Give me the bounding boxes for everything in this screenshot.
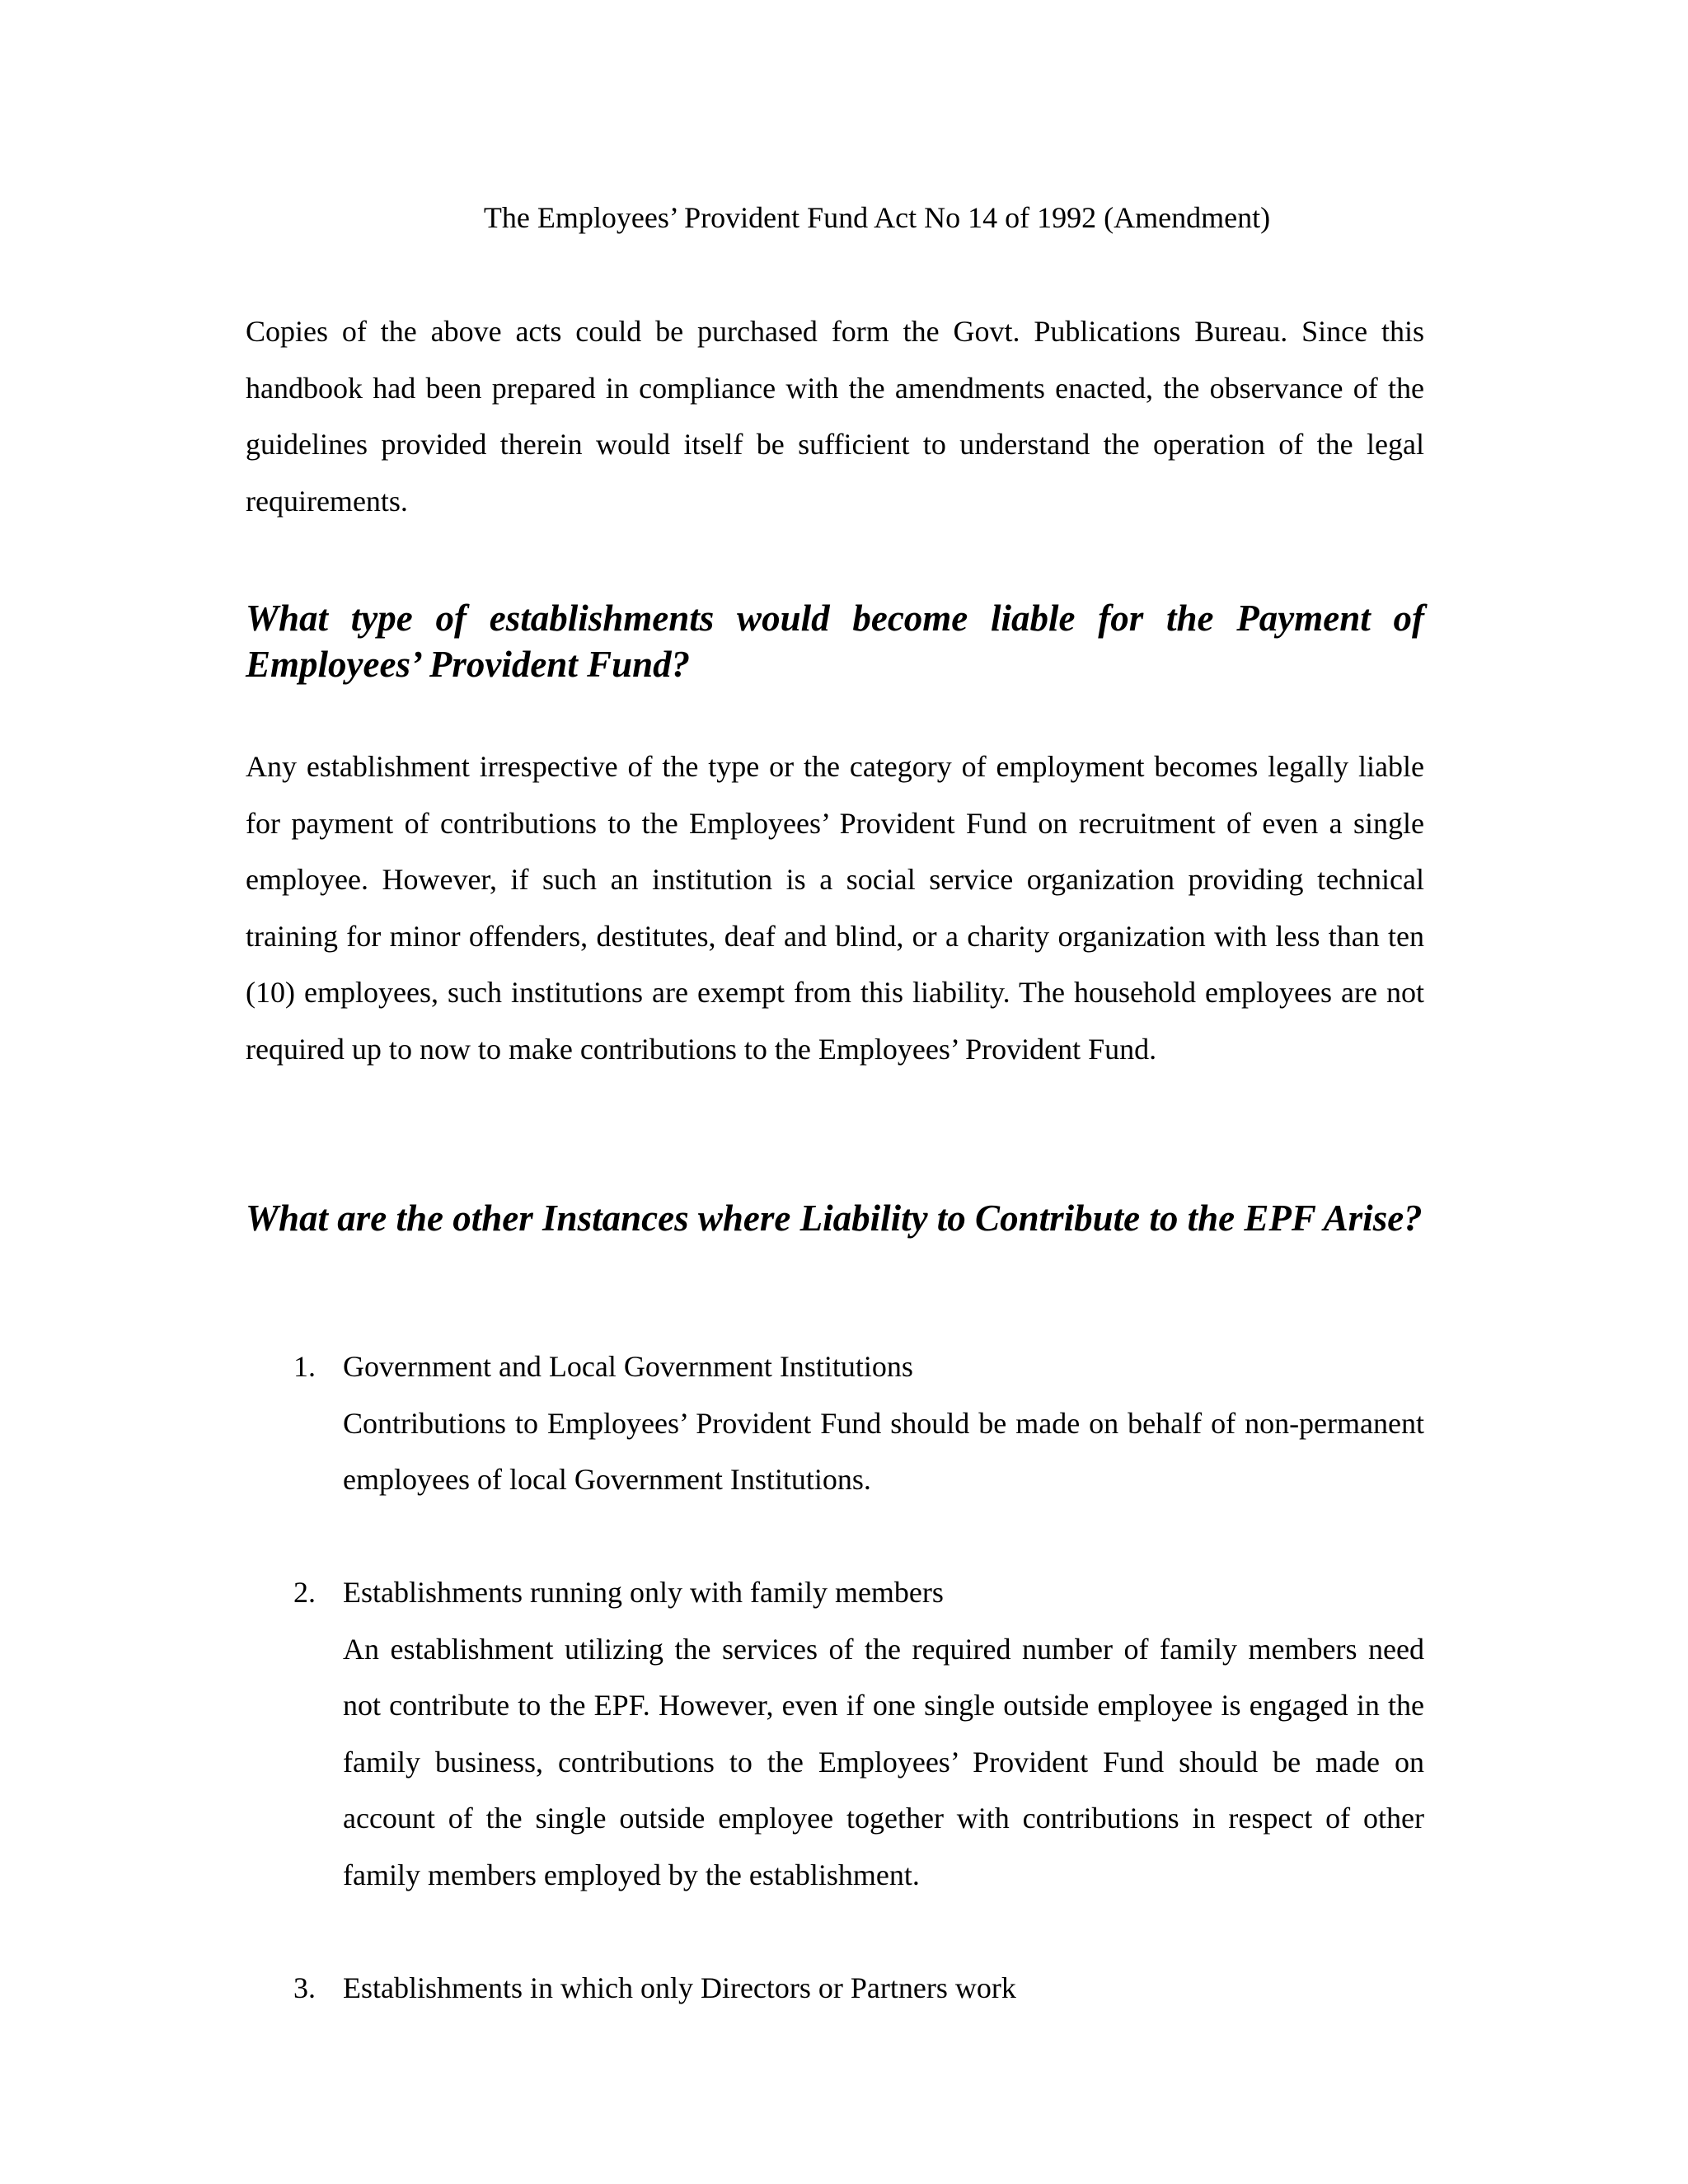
list-item-title: Government and Local Government Institutions xyxy=(343,1350,913,1383)
intro-block xyxy=(246,303,1424,529)
list-item-text: An establishment utilizing the services of the required number of family members need not contribute to the EPF. However, even if one single outside employee is engaged in the family business, contributions to the Employees’ Provident Fund should be made on account of the single outside employee together with contributions in respect of other family members employed by the establishment. xyxy=(343,1632,1424,1891)
list-item-title: Establishments in which only Directors or Partners work xyxy=(343,1971,1016,2004)
list-item-title: Establishments running only with family members xyxy=(343,1576,944,1609)
list-item-number: 2. xyxy=(293,1576,316,1609)
section1-body-block xyxy=(246,738,1424,1077)
act-title: The Employees’ Provident Fund Act No 14 of 1992 (Amendment) xyxy=(483,201,1271,234)
section2-heading: What are the other Instances where Liability to Contribute to the EPF Arise? xyxy=(246,1197,1423,1239)
list-item-number: 3. xyxy=(293,1971,316,2004)
section1-heading-block xyxy=(246,595,1424,687)
list-item-number: 1. xyxy=(293,1350,316,1383)
list-item-body xyxy=(343,1960,1424,2017)
section1-heading: What type of establishments would become liable for the Payment of Employees’ Provident Fund? xyxy=(246,598,1424,685)
list-item-body xyxy=(343,1338,1424,1508)
intro-paragraph: Copies of the above acts could be purchased form the Govt. Publications Bureau. Since this handbook had been prepared in compliance with the amendments enacted, the observance of the guidelines provided therein would itself be sufficient to understand the operation of the legal requirements. xyxy=(246,315,1424,518)
section2-heading-block xyxy=(246,1195,1424,1241)
section1-paragraph: Any establishment irrespective of the type or the category of employment becomes legally liable for payment of contributions to the Employees’ Provident Fund on recruitment of even a single employee. However, if such an institution is a social service organization providing technical training for minor offenders, destitutes, deaf and blind, or a charity organization with less than ten (10) employees, such institutions are exempt from this liability. The household employees are not required up to now to make contributions to the Employees’ Provident Fund. xyxy=(246,750,1424,1066)
list-item-text: Contributions to Employees’ Provident Fund should be made on behalf of non-permanent employees of local Government Institutions. xyxy=(343,1406,1424,1496)
list-item-body xyxy=(343,1564,1424,1903)
